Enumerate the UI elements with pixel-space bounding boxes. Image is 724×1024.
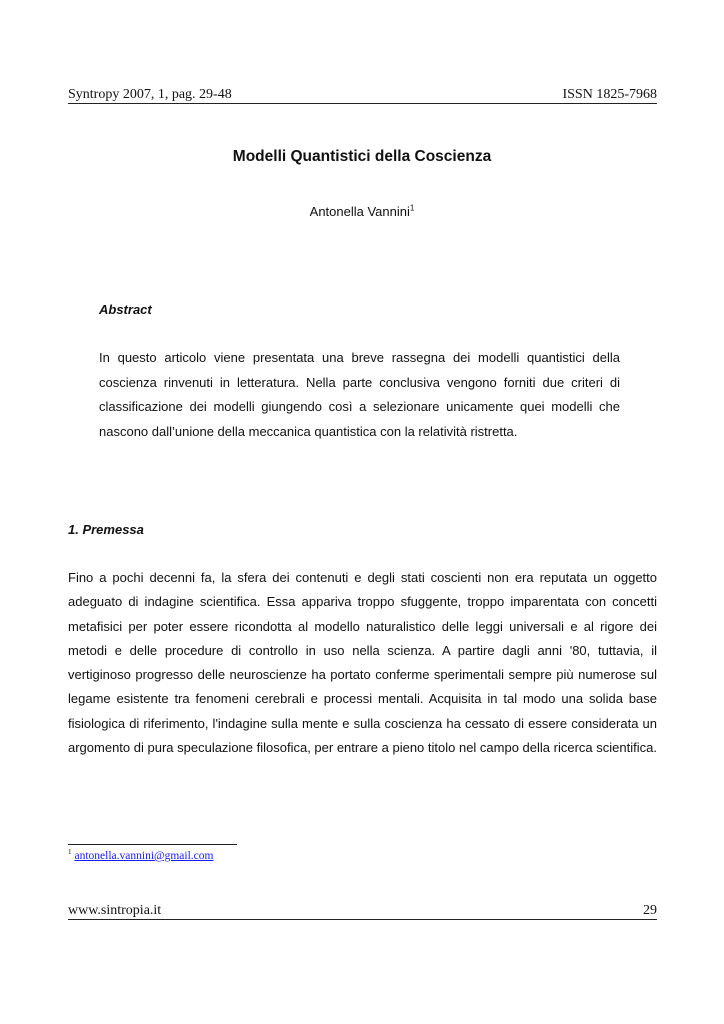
journal-citation: Syntropy 2007, 1, pag. 29-48: [68, 87, 232, 102]
footnote: [68, 850, 213, 862]
footnote-mark: 1: [68, 848, 72, 857]
author-email-link[interactable]: antonella.vannini@gmail.com: [74, 850, 214, 862]
page-number: 29: [643, 903, 657, 918]
section-heading-premessa: 1. Premessa: [68, 522, 144, 537]
running-header: [68, 88, 657, 104]
footnote-divider: [68, 844, 237, 845]
abstract-heading: Abstract: [99, 302, 152, 317]
author-name: Antonella Vannini: [309, 204, 410, 219]
author-line: [0, 204, 724, 219]
author-footnote-mark: 1: [409, 203, 415, 213]
section-text-premessa: Fino a pochi decenni fa, la sfera dei contenuti e degli stati coscienti non era reputata un oggetto adeguato di indagine scientifica. Essa appariva troppo sfuggente, troppo imparentata con concetti metafisici per poter essere ricondotta al modello naturalistico delle leggi universali e al rigore dei metodi e delle procedure di controllo in uso nella scienza. A partire dagli anni '80, tuttavia, il vertiginoso progresso delle neuroscienze ha portato conferme sperimentali sempre più numerose sul legame esistente tra fenomeni cerebrali e processi mentali. Acquisita in tal modo una solida base fisiologica di riferimento, l'indagine sulla mente e sulla coscienza ha cessato di essere considerata un argomento di pura speculazione filosofica, per entrare a pieno titolo nel campo della ricerca scientifica.: [68, 570, 657, 756]
abstract-text: In questo articolo viene presentata una breve rassegna dei modelli quantistici della coscienza rinvenuti in letteratura. Nella parte conclusiva vengono forniti due criteri di classificazione dei modelli giungendo così a selezionare unicamente quei modelli che nascono dall’unione della meccanica quantistica con la relatività ristretta.: [99, 350, 620, 439]
paper-title: Modelli Quantistici della Coscienza: [232, 148, 492, 165]
website: www.sintropia.it: [68, 903, 162, 918]
issn: ISSN 1825-7968: [562, 87, 657, 102]
running-footer: [68, 904, 657, 920]
